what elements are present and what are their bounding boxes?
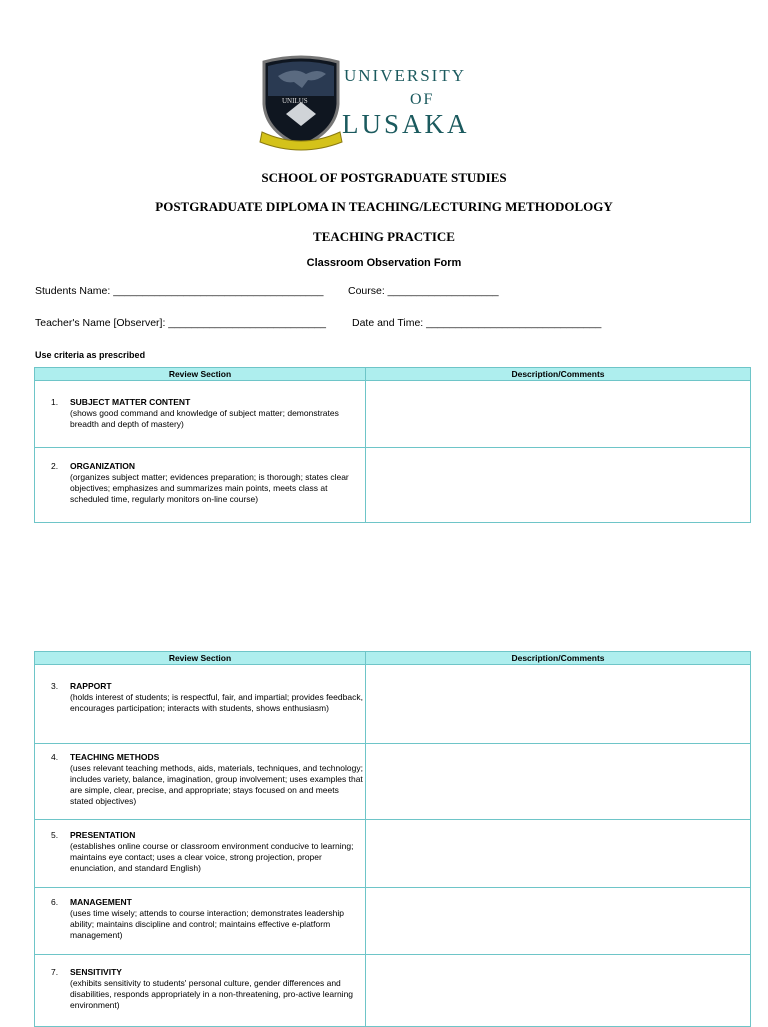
table-row	[35, 381, 751, 448]
observation-table-2	[34, 651, 751, 1027]
item-number: 1.	[51, 397, 59, 407]
review-section-header: Review Section	[35, 368, 366, 381]
item-description: (organizes subject matter; evidences preparation; is thorough; states clear objectives; emphasizes and summarizes main points, meets class at scheduled time, regularly monitors on-line course)	[70, 472, 349, 504]
logo-word-lusaka: LUSAKA	[342, 109, 470, 139]
item-description: (exhibits sensitivity to students' personal culture, gender differences and disabilities, responds appropriately in a non-threatening, pro-active learning environment)	[70, 978, 354, 1010]
shield-text: UNILUS	[282, 97, 308, 105]
comment-cell[interactable]	[366, 820, 751, 888]
comment-cell[interactable]	[366, 665, 751, 744]
criteria-note: Use criteria as prescribed	[35, 350, 146, 360]
table-row	[35, 820, 751, 888]
course-field[interactable]: Course: ___________________	[348, 285, 499, 297]
comment-cell[interactable]	[366, 888, 751, 955]
student-name-field[interactable]: Students Name: ____________________________________	[35, 285, 324, 297]
item-title: MANAGEMENT	[70, 897, 132, 907]
table-row	[35, 744, 751, 820]
comments-header: Description/Comments	[366, 652, 751, 665]
item-title: TEACHING METHODS	[70, 752, 160, 762]
comments-header: Description/Comments	[366, 368, 751, 381]
table-row	[35, 448, 751, 523]
item-title: RAPPORT	[70, 681, 112, 691]
comment-cell[interactable]	[366, 448, 751, 523]
item-number: 3.	[51, 681, 59, 691]
comment-cell[interactable]	[366, 955, 751, 1027]
comment-cell[interactable]	[366, 381, 751, 448]
university-logo	[256, 54, 516, 154]
logo-word-university: UNIVERSITY	[344, 66, 466, 85]
item-description: (establishes online course or classroom environment conducive to learning; maintains eye contact; uses a clear voice, strong projection, proper enunciation, and standard English)	[70, 841, 354, 873]
item-title: PRESENTATION	[70, 830, 136, 840]
item-number: 4.	[51, 752, 59, 762]
review-section-header: Review Section	[35, 652, 366, 665]
item-number: 6.	[51, 897, 59, 907]
form-title: Classroom Observation Form	[306, 257, 462, 269]
item-title: SUBJECT MATTER CONTENT	[70, 397, 191, 407]
comment-cell[interactable]	[366, 744, 751, 820]
table-row	[35, 888, 751, 955]
teacher-name-field[interactable]: Teacher's Name [Observer]: ___________________________	[35, 317, 326, 329]
item-description: (shows good command and knowledge of subject matter; demonstrates breadth and depth of mastery)	[70, 408, 339, 429]
observation-table-1	[34, 367, 751, 523]
item-number: 5.	[51, 830, 59, 840]
date-time-field[interactable]: Date and Time: ______________________________	[352, 317, 602, 329]
item-number: 7.	[51, 967, 59, 977]
table-row	[35, 665, 751, 744]
item-description: (holds interest of students; is respectful, fair, and impartial; provides feedback, encourages participation; interacts with students, shows enthusiasm)	[70, 692, 363, 713]
item-description: (uses relevant teaching methods, aids, materials, techniques, and technology; includes variety, balance, imagination, group involvement; uses examples that are simple, clear, precise, and appropriate; stays focused on and meets stated objectives)	[70, 763, 363, 806]
item-title: SENSITIVITY	[70, 967, 122, 977]
item-title: ORGANIZATION	[70, 461, 136, 471]
school-heading: SCHOOL OF POSTGRADUATE STUDIES	[261, 170, 507, 185]
table-row	[35, 955, 751, 1027]
logo-word-of: OF	[410, 91, 435, 108]
item-description: (uses time wisely; attends to course interaction; demonstrates leadership ability; maintains discipline and control; maintains effective e-platform management)	[70, 908, 345, 940]
practice-heading: TEACHING PRACTICE	[313, 229, 455, 244]
programme-heading: POSTGRADUATE DIPLOMA IN TEACHING/LECTURING METHODOLOGY	[155, 199, 613, 214]
item-number: 2.	[51, 461, 59, 471]
